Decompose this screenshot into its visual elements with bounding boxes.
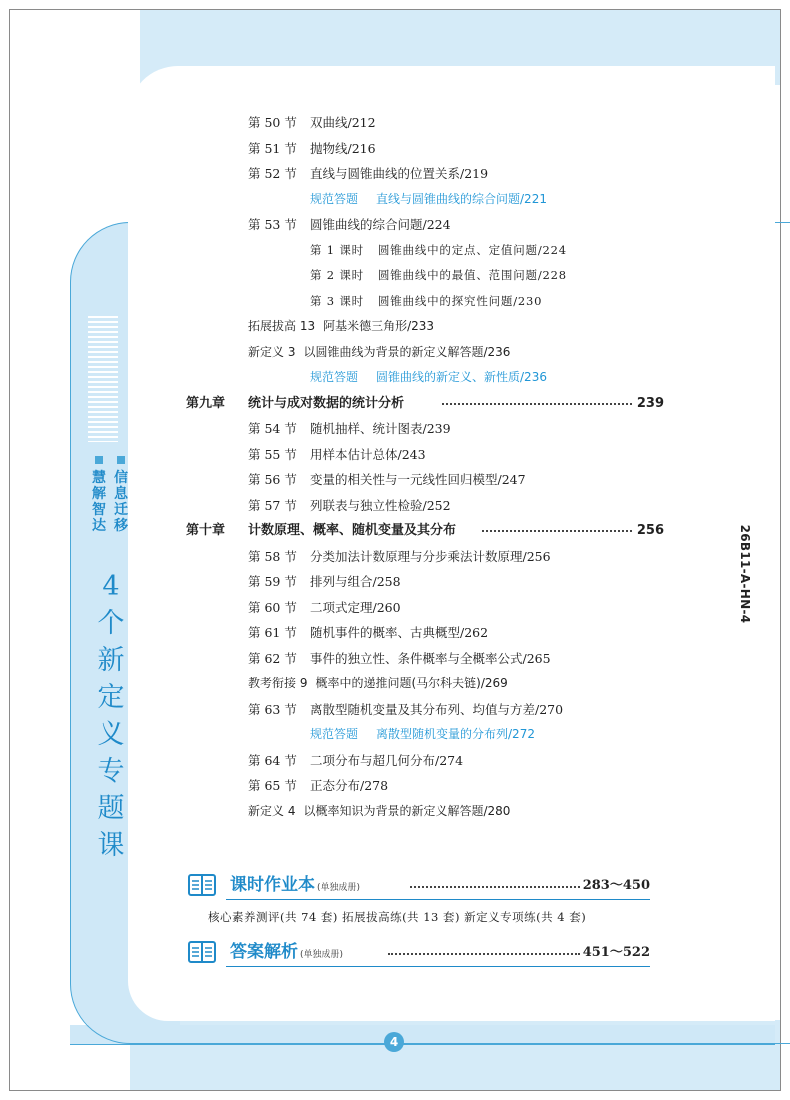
toc-row-sec	[186, 595, 664, 621]
decorative-stripes	[88, 316, 118, 442]
toc-number: 第 58 节	[248, 548, 297, 564]
side-char: 解	[92, 486, 106, 502]
toc-row-sec	[186, 646, 664, 672]
toc-number: 第 64 节	[248, 752, 297, 768]
toc-row-norm	[186, 722, 664, 748]
toc-row-sec	[186, 110, 664, 136]
leader-dots	[482, 530, 632, 532]
chapter-page: 256	[636, 523, 664, 538]
toc-text: 抛物线/216	[310, 140, 376, 156]
side-label-col1	[88, 456, 110, 534]
toc-text: 双曲线/212	[310, 115, 376, 130]
book-note: (单独成册)	[317, 883, 361, 893]
toc-text: 计数原理、概率、随机变量及其分布	[248, 523, 457, 538]
underline-rule	[226, 966, 650, 967]
toc-row-norm	[186, 365, 664, 391]
toc-text: 以概率知识为背景的新定义解答题/280	[303, 803, 511, 818]
leader-dots	[442, 403, 632, 405]
toc-row-sec	[186, 569, 664, 595]
book-title	[230, 939, 343, 968]
book-entry-workbook	[188, 872, 650, 900]
side-char: 智	[92, 502, 106, 518]
toc-number: 规范答题	[310, 191, 359, 206]
toc-number: 第 65 节	[248, 778, 297, 793]
toc-row-sec	[186, 161, 664, 187]
toc-number: 第九章	[186, 395, 226, 411]
toc-text: 用样本估计总体/243	[310, 446, 426, 462]
toc-row-spec	[186, 314, 664, 340]
toc-text: 圆锥曲线中的定点、定值问题/224	[377, 242, 567, 257]
book-title	[230, 872, 360, 901]
toc-number: 第 1 课时	[310, 242, 364, 257]
toc-text: 随机事件的概率、古典概型/262	[310, 625, 489, 640]
toc-text: 正态分布/278	[310, 778, 389, 793]
book-title-text: 课时作业本	[230, 875, 315, 895]
square-bullet-icon	[117, 456, 125, 464]
toc-text: 以圆锥曲线为背景的新定义解答题/236	[303, 344, 511, 359]
toc-number: 第 54 节	[248, 421, 297, 436]
toc-row-spec	[186, 340, 664, 366]
side-title-char: 题	[97, 793, 125, 824]
leader-dots	[388, 953, 580, 955]
toc-number: 第 62 节	[248, 650, 297, 666]
toc-number: 第 53 节	[248, 217, 297, 232]
toc-text: 离散型随机变量及其分布列、均值与方差/270	[310, 701, 564, 717]
toc-number: 规范答题	[310, 370, 359, 384]
toc-number: 第 63 节	[248, 701, 297, 717]
toc-number: 第 61 节	[248, 625, 297, 640]
toc-text: 二项式定理/260	[310, 599, 401, 615]
book-note: (单独成册)	[300, 950, 344, 960]
side-char: 移	[114, 518, 128, 534]
underline-rule	[226, 899, 650, 900]
side-title-char: 4	[102, 571, 120, 602]
assessment-summary: 核心素养测评(共 74 套) 拓展拔高练(共 13 套) 新定义专项练(共 4 套)	[208, 910, 587, 924]
toc-number: 教考衔接 9	[248, 676, 308, 690]
toc-number: 新定义 4	[248, 803, 296, 818]
toc-number: 第 55 节	[248, 446, 297, 462]
toc-number: 第 2 课时	[310, 268, 364, 282]
chapter-page: 239	[636, 395, 664, 411]
book-entry-answers	[188, 939, 650, 967]
toc-text: 变量的相关性与一元线性回归模型/247	[310, 472, 526, 487]
toc-row-sec	[186, 544, 664, 570]
toc-text: 离散型随机变量的分布列/272	[376, 727, 535, 741]
toc-number: 第 60 节	[248, 599, 297, 615]
toc-row-sec	[186, 697, 664, 723]
side-char: 息	[114, 486, 128, 502]
side-title-char: 个	[97, 608, 125, 639]
toc-number: 第 50 节	[248, 115, 297, 130]
toc-row-chap	[186, 391, 664, 417]
toc-row-sec	[186, 442, 664, 468]
toc-text: 分类加法计数原理与分步乘法计数原理/256	[310, 548, 551, 564]
toc-number: 第 3 课时	[310, 293, 364, 308]
toc-row-sec	[186, 773, 664, 799]
toc-row-chap	[186, 518, 664, 544]
side-title	[87, 568, 135, 864]
toc-text: 直线与圆锥曲线的综合问题/221	[376, 191, 547, 206]
toc-text: 随机抽样、统计图表/239	[310, 421, 451, 436]
toc-text: 列联表与独立性检验/252	[310, 497, 451, 513]
toc-number: 第 59 节	[248, 574, 297, 589]
toc-text: 圆锥曲线中的最值、范围问题/228	[377, 268, 567, 282]
book-icon	[188, 874, 216, 896]
toc-text: 直线与圆锥曲线的位置关系/219	[310, 166, 489, 181]
book-title-text: 答案解析	[230, 942, 298, 962]
toc-number: 第 52 节	[248, 166, 297, 181]
toc-row-spec	[186, 671, 664, 697]
side-title-char: 新	[97, 645, 125, 676]
side-label-col2	[110, 456, 132, 534]
toc-number: 第 56 节	[248, 472, 297, 487]
toc-number: 第十章	[186, 523, 226, 538]
book-icon	[188, 941, 216, 963]
toc-row-sec	[186, 416, 664, 442]
side-char: 慧	[92, 470, 106, 486]
product-code: 26B11-A-HN-4	[738, 524, 752, 624]
book-pages: 283～450	[582, 878, 650, 893]
toc-text: 圆锥曲线的综合问题/224	[310, 217, 451, 232]
toc-number: 第 57 节	[248, 497, 297, 513]
toc-row-sec	[186, 620, 664, 646]
toc-number: 规范答题	[310, 727, 359, 741]
toc-number: 第 51 节	[248, 140, 297, 156]
side-title-char: 课	[97, 830, 125, 861]
book-pages: 451～522	[582, 945, 650, 960]
side-char: 迁	[114, 502, 128, 518]
toc-row-sub	[186, 289, 664, 315]
toc-row-sub	[186, 263, 664, 289]
toc-row-sec	[186, 493, 664, 519]
side-title-char: 定	[97, 682, 125, 713]
toc-number: 拓展拔高 13	[248, 319, 316, 333]
side-char: 达	[92, 518, 106, 534]
square-bullet-icon	[95, 456, 103, 464]
toc-text: 阿基米德三角形/233	[323, 319, 435, 333]
side-title-char: 专	[97, 756, 125, 787]
page-number: 4	[384, 1032, 404, 1052]
toc-row-sec	[186, 467, 664, 493]
side-char: 信	[114, 470, 128, 486]
table-of-contents	[186, 110, 664, 824]
leader-dots	[410, 886, 580, 888]
toc-text: 概率中的递推问题(马尔科夫链)/269	[315, 676, 508, 690]
toc-text: 排列与组合/258	[310, 574, 401, 589]
toc-row-sec	[186, 136, 664, 162]
side-title-char: 义	[97, 719, 125, 750]
toc-text: 事件的独立性、条件概率与全概率公式/265	[310, 650, 551, 666]
toc-text: 二项分布与超几何分布/274	[310, 752, 464, 768]
toc-text: 圆锥曲线中的探究性问题/230	[377, 293, 543, 308]
toc-row-norm	[186, 187, 664, 213]
toc-text: 统计与成对数据的统计分析	[248, 395, 405, 411]
toc-row-sec	[186, 748, 664, 774]
toc-row-spec	[186, 799, 664, 825]
toc-number: 新定义 3	[248, 344, 296, 359]
toc-row-sub	[186, 238, 664, 264]
toc-row-sec	[186, 212, 664, 238]
toc-text: 圆锥曲线的新定义、新性质/236	[376, 370, 547, 384]
